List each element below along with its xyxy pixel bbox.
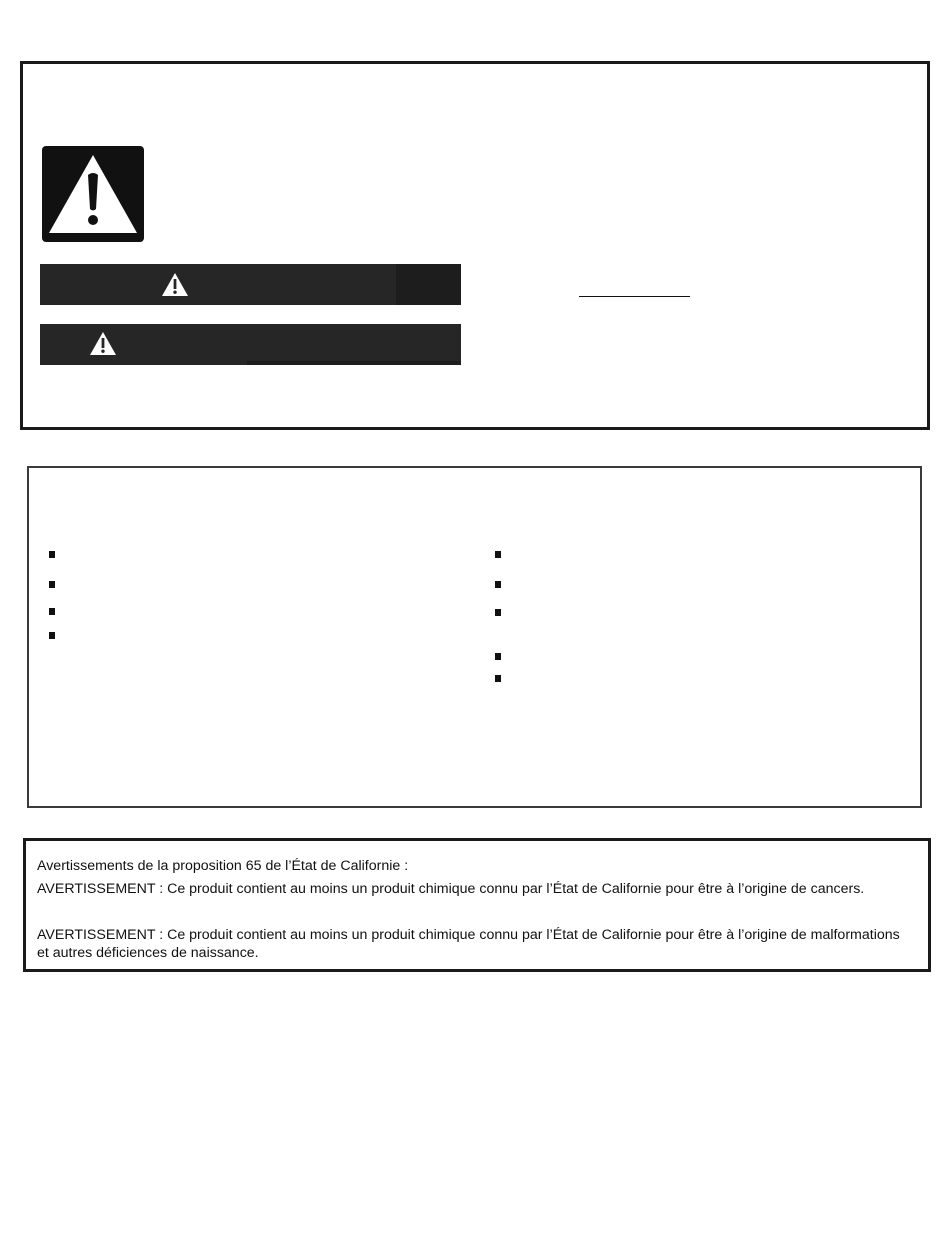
bullet-square-icon [49, 632, 55, 639]
bar-segment [247, 361, 461, 365]
bullet-square-icon [495, 581, 501, 588]
bullet-square-icon [495, 609, 501, 616]
underline-rule [579, 296, 690, 297]
prop65-cancer-warning: AVERTISSEMENT : Ce produit contient au moins un produit chimique connu par l’État de Californie pour être à l’origine de cancers. [37, 881, 865, 897]
prop65-title: Avertissements de la proposition 65 de l’État de Californie : [37, 858, 409, 874]
prop65-warning-box [23, 838, 931, 972]
safety-alert-symbol [42, 146, 144, 242]
danger-signal-bar [40, 264, 461, 305]
warning-triangle-icon [89, 331, 117, 361]
bullet-square-icon [49, 581, 55, 588]
prop65-birth-defect-warning: AVERTISSEMENT : Ce produit contient au moins un produit chimique connu par l’État de Californie pour être à l’origine de malformations et autres déficiences de naissance. [37, 927, 900, 961]
bullet-square-icon [49, 608, 55, 615]
warning-triangle-icon [161, 272, 189, 302]
safety-message-box [20, 61, 930, 430]
bullet-square-icon [495, 675, 501, 682]
bullet-square-icon [495, 551, 501, 558]
instructions-box [27, 466, 922, 808]
bullet-square-icon [495, 653, 501, 660]
warning-triangle-icon [42, 146, 144, 242]
bullet-square-icon [49, 551, 55, 558]
bar-segment [396, 264, 461, 305]
warning-signal-bar [40, 324, 461, 365]
